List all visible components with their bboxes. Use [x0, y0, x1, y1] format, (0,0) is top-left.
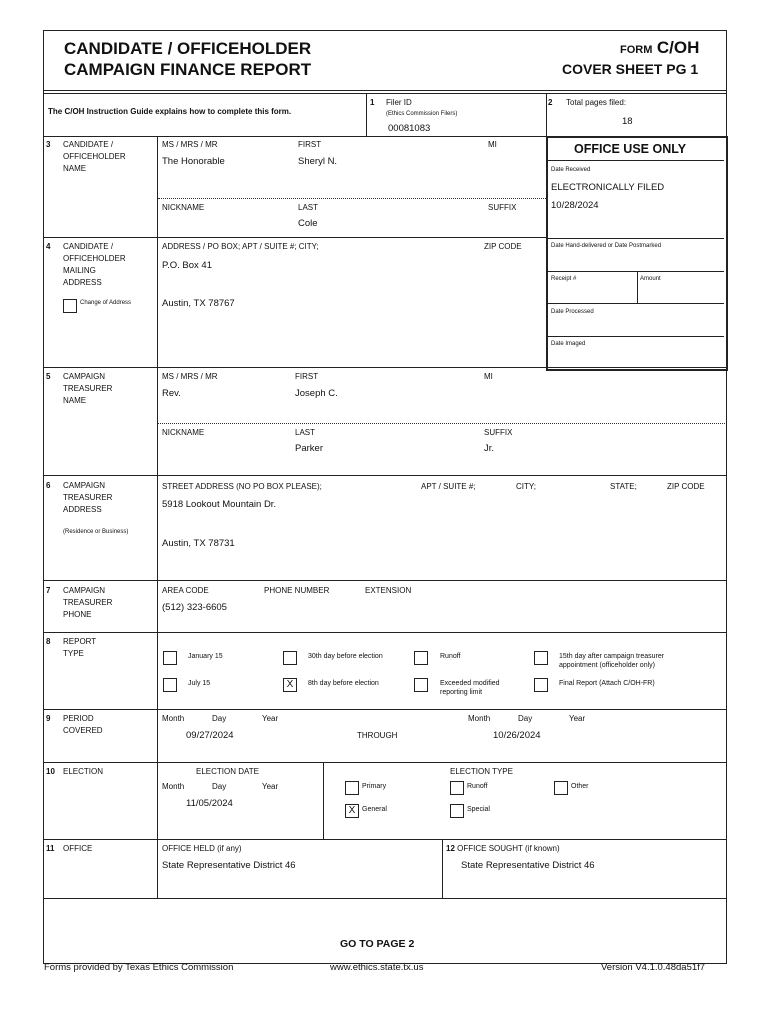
- s9-from-date[interactable]: 09/27/2024: [186, 730, 234, 741]
- office-use-line: [548, 238, 724, 239]
- s5-suffix-value[interactable]: Jr.: [484, 443, 495, 454]
- s11-num: 11: [46, 844, 55, 853]
- instr-divider: [366, 94, 367, 136]
- s10-type-label: ELECTION TYPE: [450, 767, 513, 776]
- s7-ext-label: EXTENSION: [365, 586, 412, 595]
- office-use-title: OFFICE USE ONLY: [574, 142, 687, 156]
- filer-id-value: 00081083: [388, 123, 431, 134]
- s6-bottom: [43, 580, 726, 581]
- s3-title-value[interactable]: The Honorable: [162, 156, 225, 167]
- s7-bottom: [43, 632, 726, 633]
- filer-id-num: 1: [370, 98, 375, 107]
- s9-from-year-label: Year: [262, 714, 279, 723]
- filed-status: ELECTRONICALLY FILED: [551, 182, 665, 193]
- s7-label-3: PHONE: [63, 610, 92, 619]
- go-to-page-2: GO TO PAGE 2: [340, 938, 415, 950]
- runoff-election-checkbox[interactable]: [450, 781, 464, 795]
- s4-zip-label: ZIP CODE: [484, 242, 522, 251]
- final-report-label: Final Report (Attach C/OH-FR): [559, 680, 655, 687]
- s7-label-2: TREASURER: [63, 598, 113, 607]
- s7-label: [63, 585, 112, 621]
- runoff-report-checkbox[interactable]: [414, 651, 428, 665]
- s10-label: ELECTION: [63, 767, 104, 776]
- s5-mi-label: MI: [484, 372, 493, 381]
- jan15-label: January 15: [188, 653, 223, 660]
- receipt-label: Receipt #: [551, 276, 577, 282]
- s6-line2[interactable]: Austin, TX 78731: [162, 538, 235, 549]
- day15-checkbox[interactable]: [534, 651, 548, 665]
- form-title-line1: CANDIDATE / OFFICEHOLDER: [64, 39, 312, 58]
- s12-label: [446, 844, 560, 853]
- day15-label-2: appointment (officeholder only): [559, 662, 655, 669]
- s3-label-3: NAME: [63, 164, 87, 173]
- instructions-text: The C/OH Instruction Guide explains how to complete this form.: [48, 107, 292, 116]
- s8-num: 8: [46, 637, 51, 646]
- s9-num: 9: [46, 714, 51, 723]
- s4-num: 4: [46, 242, 51, 251]
- s3-nickname-label: NICKNAME: [162, 203, 205, 212]
- runoff-election-label: Runoff: [467, 783, 488, 790]
- s12-num: 12: [446, 844, 455, 853]
- s5-label-1: CAMPAIGN: [63, 372, 106, 381]
- cover-sheet-label: COVER SHEET PG 1: [562, 61, 699, 77]
- s10-date-value[interactable]: 11/05/2024: [186, 798, 233, 809]
- total-pages-value: 18: [622, 116, 633, 127]
- s6-state-label: STATE;: [610, 482, 637, 491]
- s3-suffix-label: SUFFIX: [488, 203, 517, 212]
- s3-num: 3: [46, 140, 51, 149]
- s3-dotted: [158, 198, 546, 199]
- s10-bottom: [43, 839, 726, 840]
- s11-label: OFFICE: [63, 844, 93, 853]
- s9-from-day-label: Day: [212, 714, 227, 723]
- s8-label: [63, 636, 96, 660]
- s10-year-label: Year: [262, 782, 279, 791]
- jul15-checkbox[interactable]: [163, 678, 177, 692]
- final-report-checkbox[interactable]: [534, 678, 548, 692]
- day15-label-1: 15th day after campaign treasurer: [559, 653, 665, 660]
- s5-first-value[interactable]: Joseph C.: [295, 388, 338, 399]
- s9-label: [63, 713, 103, 737]
- s9-to-year-label: Year: [569, 714, 586, 723]
- s11-divider: [442, 839, 443, 898]
- s5-last-label: LAST: [295, 428, 316, 437]
- s10-month-label: Month: [162, 782, 185, 791]
- s4-label-3: MAILING: [63, 266, 96, 275]
- s5-title-label: MS / MRS / MR: [162, 372, 218, 381]
- footer-center[interactable]: www.ethics.state.tx.us: [330, 962, 424, 973]
- s5-label-2: TREASURER: [63, 384, 113, 393]
- s5-first-label: FIRST: [295, 372, 319, 381]
- s7-phone-label: PHONE NUMBER: [264, 586, 330, 595]
- s3-first-value[interactable]: Sheryl N.: [298, 156, 338, 167]
- s8-label-2: TYPE: [63, 649, 84, 658]
- form-word: FORM: [620, 44, 653, 56]
- header-divider-2: [43, 93, 726, 94]
- primary-label: Primary: [362, 783, 387, 790]
- day8-label: 8th day before election: [308, 680, 379, 687]
- change-of-address-checkbox[interactable]: [63, 299, 77, 313]
- jan15-checkbox[interactable]: [163, 651, 177, 665]
- s11-held-label: OFFICE HELD (if any): [162, 844, 242, 853]
- jul15-label: July 15: [188, 680, 211, 687]
- filed-date: 10/28/2024: [551, 200, 599, 211]
- footer-left: Forms provided by Texas Ethics Commission: [44, 962, 234, 973]
- s12-sought-value[interactable]: State Representative District 46: [461, 860, 595, 871]
- s4-label-1: CANDIDATE /: [63, 242, 114, 251]
- s5-nickname-label: NICKNAME: [162, 428, 205, 437]
- s6-num: 6: [46, 481, 51, 490]
- s10-num: 10: [46, 767, 55, 776]
- office-use-line: [548, 303, 724, 304]
- form-code-value: C/OH: [656, 38, 700, 57]
- s3-last-value[interactable]: Cole: [298, 218, 318, 229]
- s5-bottom: [43, 475, 726, 476]
- s6-street-label: STREET ADDRESS (NO PO BOX PLEASE);: [162, 482, 322, 491]
- row-divider: [43, 136, 546, 137]
- primary-checkbox[interactable]: [345, 781, 359, 795]
- s3-label: [63, 139, 126, 175]
- special-label: Special: [467, 806, 490, 813]
- imaged-label: Date Imaged: [551, 341, 586, 347]
- s9-to-month-label: Month: [468, 714, 491, 723]
- s11-bottom: [43, 898, 726, 899]
- s6-line1[interactable]: 5918 Lookout Mountain Dr.: [162, 499, 277, 510]
- filer-id-sublabel: (Ethics Commission Filers): [386, 111, 458, 117]
- s10-divider: [323, 762, 324, 839]
- s5-title-value[interactable]: Rev.: [162, 388, 181, 399]
- day30-label: 30th day before election: [308, 653, 383, 660]
- s4-label-2: OFFICEHOLDER: [63, 254, 126, 263]
- s4-label-4: ADDRESS: [63, 278, 102, 287]
- s5-dotted: [158, 423, 725, 424]
- s4-bottom: [43, 367, 726, 368]
- s5-last-value[interactable]: Parker: [295, 443, 323, 454]
- s6-sublabel: (Residence or Business): [63, 529, 129, 535]
- hand-delivered-label: Date Hand-delivered or Date Postmarked: [551, 243, 662, 249]
- s10-day-label: Day: [212, 782, 227, 791]
- day30-checkbox[interactable]: [283, 651, 297, 665]
- office-use-line: [548, 336, 724, 337]
- s7-phone-value[interactable]: (512) 323-6605: [162, 602, 227, 613]
- general-checkbox[interactable]: X: [345, 804, 359, 818]
- s3-mi-label: MI: [488, 140, 497, 149]
- s9-bottom: [43, 762, 726, 763]
- other-label: Other: [571, 783, 589, 790]
- s9-to-date[interactable]: 10/26/2024: [493, 730, 541, 741]
- s5-suffix-label: SUFFIX: [484, 428, 513, 437]
- amount-label: Amount: [640, 276, 661, 282]
- exceeded-label-1: Exceeded modified: [440, 680, 500, 687]
- total-pages-num: 2: [548, 98, 553, 107]
- s5-num: 5: [46, 372, 51, 381]
- filer-divider: [546, 94, 547, 136]
- date-received-label: Date Received: [551, 167, 591, 173]
- exceeded-label-2: reporting limit: [440, 689, 483, 696]
- s10-date-label: ELECTION DATE: [196, 767, 259, 776]
- label-column-line: [157, 136, 158, 898]
- s3-label-1: CANDIDATE /: [63, 140, 114, 149]
- change-of-address-label: Change of Address: [80, 300, 132, 306]
- special-checkbox[interactable]: [450, 804, 464, 818]
- s3-first-label: FIRST: [298, 140, 322, 149]
- s6-label: [63, 480, 112, 516]
- s4-line1[interactable]: P.O. Box 41: [162, 260, 212, 271]
- s7-label-1: CAMPAIGN: [63, 586, 106, 595]
- header-divider: [43, 90, 726, 91]
- s6-label-2: TREASURER: [63, 493, 113, 502]
- total-pages-label: Total pages filed:: [566, 98, 627, 107]
- office-use-line: [548, 160, 724, 161]
- s3-bottom: [43, 237, 546, 238]
- s4-line2[interactable]: Austin, TX 78767: [162, 298, 235, 309]
- s7-area-label: AREA CODE: [162, 586, 209, 595]
- s3-label-2: OFFICEHOLDER: [63, 152, 126, 161]
- s9-label-2: COVERED: [63, 726, 103, 735]
- s9-through: THROUGH: [357, 731, 398, 740]
- s3-title-label: MS / MRS / MR: [162, 140, 218, 149]
- form-title-line2: CAMPAIGN FINANCE REPORT: [64, 60, 312, 79]
- s5-label-3: NAME: [63, 396, 87, 405]
- s8-label-1: REPORT: [63, 637, 97, 646]
- s6-zip-label: ZIP CODE: [667, 482, 705, 491]
- runoff-report-label: Runoff: [440, 653, 461, 660]
- s6-city-label: CITY;: [516, 482, 536, 491]
- footer-right: Version V4.1.0.48da51f7: [601, 962, 706, 973]
- s6-label-3: ADDRESS: [63, 505, 102, 514]
- office-use-vline: [637, 271, 638, 303]
- s7-num: 7: [46, 586, 51, 595]
- s6-apt-label: APT / SUITE #;: [421, 482, 476, 491]
- s5-label: [63, 371, 112, 407]
- s3-last-label: LAST: [298, 203, 319, 212]
- s8-bottom: [43, 709, 726, 710]
- form-code: [620, 38, 699, 58]
- exceeded-checkbox[interactable]: [414, 678, 428, 692]
- s4-label: [63, 241, 126, 289]
- s9-to-day-label: Day: [518, 714, 533, 723]
- day8-checkbox[interactable]: X: [283, 678, 297, 692]
- s6-label-1: CAMPAIGN: [63, 481, 106, 490]
- general-label: General: [362, 806, 387, 813]
- filer-id-label: Filer ID: [386, 98, 412, 107]
- s9-label-1: PERIOD: [63, 714, 94, 723]
- processed-label: Date Processed: [551, 309, 594, 315]
- s11-held-value[interactable]: State Representative District 46: [162, 860, 296, 871]
- s9-from-month-label: Month: [162, 714, 185, 723]
- s4-address-label: ADDRESS / PO BOX; APT / SUITE #; CITY;: [162, 242, 319, 251]
- other-checkbox[interactable]: [554, 781, 568, 795]
- office-use-line: [548, 271, 724, 272]
- s12-sought-label: OFFICE SOUGHT (if known): [457, 844, 560, 853]
